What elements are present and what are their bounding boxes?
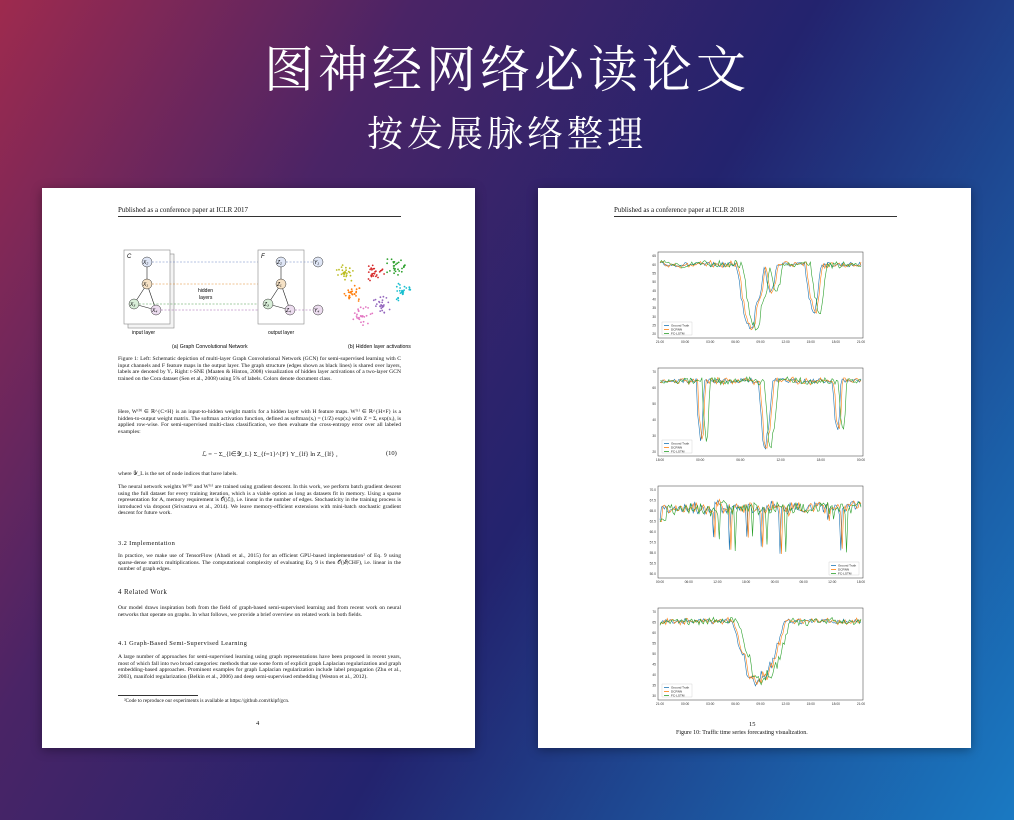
- tsne-point: [358, 310, 360, 312]
- tsne-point: [389, 309, 391, 311]
- tsne-point: [386, 262, 388, 264]
- x-tick-label: 06:00: [799, 580, 808, 584]
- tsne-point: [401, 290, 403, 292]
- tsne-point: [359, 287, 361, 289]
- tsne-point: [356, 314, 358, 316]
- tsne-point: [356, 317, 358, 319]
- hidden-layers-label: hidden: [198, 288, 214, 294]
- x-tick-label: 21:00: [655, 340, 665, 344]
- tsne-point: [377, 277, 379, 279]
- output-layer-label: output layer: [268, 330, 295, 336]
- page-header: Published as a conference paper at ICLR 2017: [118, 206, 249, 214]
- tsne-point: [368, 278, 370, 280]
- y-tick-label: 70.0: [649, 488, 656, 493]
- x-tick-label: 03:00: [706, 340, 715, 344]
- tsne-point: [404, 286, 406, 288]
- tsne-point: [398, 270, 400, 272]
- y-tick-label: 60: [652, 262, 656, 267]
- legend-entry: Ground Truth: [671, 685, 690, 690]
- section-3-2-heading: 3.2 Implementation: [118, 540, 176, 547]
- tsne-point: [354, 293, 356, 295]
- svg-text:Z₂: Z₂: [277, 260, 282, 266]
- tsne-point: [338, 269, 340, 271]
- tsne-point: [382, 268, 384, 270]
- tsne-point: [379, 302, 381, 304]
- tsne-point: [354, 285, 356, 287]
- forecast-chart-2: [652, 368, 865, 462]
- tsne-point: [346, 272, 348, 274]
- tsne-point: [397, 268, 399, 270]
- equation-number: (10): [386, 450, 397, 457]
- tsne-point: [398, 300, 400, 302]
- paragraph-training: The neural network weights W⁽⁰⁾ and W⁽¹⁾ are trained using gradient descent. In this work, we perform batch gradient descent using the full dataset for every training iteration, which is a viable option as long as datasets fit in memory. Using a sparse representation for A, memory requirement is 𝒪(|ℰ|), i.e. linear in the number of edges. Stochasticity in the training process is introduced via dropout (Srivastava et al., 2014). We leave memory-efficient extensions with mini-batch stochastic gradient descent for future work.: [118, 484, 401, 517]
- chart-legend: [829, 562, 859, 576]
- banner-title: 图神经网络必读论文: [264, 41, 750, 99]
- tsne-point: [381, 310, 383, 312]
- tsne-point: [351, 280, 353, 282]
- tsne-point: [341, 266, 343, 268]
- y-tick-label: 45: [652, 662, 656, 667]
- tsne-point: [359, 318, 361, 320]
- tsne-point: [373, 268, 375, 270]
- tsne-point: [398, 283, 400, 285]
- tsne-point: [358, 298, 360, 300]
- tsne-scatter-plot: [336, 258, 411, 326]
- tsne-point: [363, 308, 365, 310]
- tsne-point: [394, 268, 396, 270]
- chart-legend: [662, 684, 692, 698]
- svg-text:X₄: X₄: [152, 308, 158, 314]
- y-tick-label: 70: [652, 610, 656, 615]
- tsne-point: [396, 298, 398, 300]
- legend-entry: DCRNN: [671, 445, 683, 450]
- tsne-point: [342, 269, 344, 271]
- tsne-point: [345, 276, 347, 278]
- banner-subtitle: 按发展脉络整理: [366, 114, 647, 155]
- tsne-point: [337, 274, 339, 276]
- tsne-point: [404, 264, 406, 266]
- gcn-figure: [112, 244, 412, 354]
- tsne-point: [366, 315, 368, 317]
- paper-page-dcrnn: [538, 188, 971, 748]
- y-tick-label: 55: [652, 641, 656, 646]
- y-tick-label: 65: [652, 254, 656, 259]
- x-tick-label: 21:00: [655, 702, 665, 706]
- tsne-point: [396, 262, 398, 264]
- tsne-point: [348, 271, 350, 273]
- paragraph-labels: where 𝒴_L is the set of node indices that have labels.: [118, 471, 238, 477]
- svg-text:X₁: X₁: [143, 282, 148, 288]
- figure-caption: Figure 1: Left: Schematic depiction of multi-layer Graph Convolutional Network (GCN) for semi-supervised learning with C input channels and F feature maps in the output layer. The graph structure (edges shown as black lines) is shared over layers, labels are denoted by Yᵢ. Right: t-SNE (Maaten & Hinton, 2008) visualization of hidden layer activations of a two-layer GCN trained on the Cora dataset (Sen et al., 2008) using 5% of labels. Colors denote document class.: [118, 356, 401, 382]
- footnote: ²Code to reproduce our experiments is available at https://github.com/tkipf/gcn.: [124, 698, 290, 704]
- y-tick-label: 57.5: [649, 540, 656, 545]
- y-tick-label: 25: [652, 323, 656, 328]
- tsne-point: [386, 297, 388, 299]
- tsne-point: [371, 313, 373, 315]
- loss-equation: ℒ = − Σ_{l∈𝒴_L} Σ_{f=1}^{F} Y_{lf} ln Z_{lf} ,: [202, 451, 338, 458]
- legend-entry: DCRNN: [838, 567, 850, 572]
- tsne-point: [400, 259, 402, 261]
- tsne-point: [360, 321, 362, 323]
- y-tick-label: 30: [652, 434, 656, 439]
- tsne-point: [387, 302, 389, 304]
- tsne-point: [401, 271, 403, 273]
- y-tick-label: 50: [652, 402, 656, 407]
- tsne-point: [396, 290, 398, 292]
- tsne-point: [343, 273, 345, 275]
- header-rule: [118, 216, 401, 217]
- tsne-point: [345, 267, 347, 269]
- x-tick-label: 06:00: [731, 702, 740, 706]
- paper-page-gcn: [42, 188, 475, 748]
- x-tick-label: 18:00: [856, 580, 866, 584]
- x-tick-label: 03:00: [706, 702, 715, 706]
- tsne-point: [349, 295, 351, 297]
- svg-text:Z₃: Z₃: [264, 302, 270, 308]
- y-tick-label: 60: [652, 386, 656, 391]
- tsne-point: [397, 274, 399, 276]
- tsne-point: [393, 265, 395, 267]
- svg-text:X₃: X₃: [130, 302, 136, 308]
- tsne-point: [375, 299, 377, 301]
- x-tick-label: 12:00: [781, 340, 790, 344]
- tsne-point: [392, 261, 394, 263]
- tsne-point: [372, 265, 374, 267]
- tsne-point: [395, 271, 397, 273]
- feature-label-f: F: [261, 254, 265, 260]
- tsne-point: [356, 288, 358, 290]
- y-tick-label: 20: [652, 332, 656, 337]
- x-tick-label: 12:00: [713, 580, 722, 584]
- tsne-point: [386, 271, 388, 273]
- y-tick-label: 40: [652, 418, 656, 423]
- tsne-point: [351, 293, 353, 295]
- x-tick-label: 18:00: [742, 580, 751, 584]
- tsne-point: [373, 299, 375, 301]
- channel-label-c: C: [127, 254, 132, 260]
- y-tick-label: 20: [652, 450, 656, 455]
- x-tick-label: 06:00: [731, 340, 740, 344]
- tsne-point: [405, 287, 407, 289]
- tsne-point: [349, 297, 351, 299]
- tsne-point: [383, 273, 385, 275]
- x-tick-label: 00:00: [680, 340, 690, 344]
- tsne-point: [368, 265, 370, 267]
- tsne-point: [408, 286, 410, 288]
- tsne-point: [368, 271, 370, 273]
- tsne-point: [382, 299, 384, 301]
- tsne-point: [383, 296, 385, 298]
- tsne-point: [398, 262, 400, 264]
- tsne-point: [358, 317, 360, 319]
- x-tick-label: 00:00: [770, 580, 779, 584]
- y-tick-label: 55.0: [649, 551, 656, 556]
- tsne-point: [382, 306, 384, 308]
- tsne-point: [363, 316, 365, 318]
- tsne-point: [380, 296, 382, 298]
- tsne-point: [355, 295, 357, 297]
- tsne-point: [371, 276, 373, 278]
- svg-text:Y₁: Y₁: [314, 260, 319, 266]
- subcaption-a: (a) Graph Convolutional Network: [172, 344, 248, 350]
- tsne-point: [376, 303, 378, 305]
- forecast-chart-4: [652, 608, 865, 706]
- y-tick-label: 52.5: [649, 561, 656, 566]
- y-tick-label: 70: [652, 370, 656, 375]
- tsne-point: [336, 269, 338, 271]
- tsne-point: [345, 269, 347, 271]
- tsne-point: [367, 323, 369, 325]
- tsne-point: [393, 272, 395, 274]
- y-tick-label: 50: [652, 652, 656, 657]
- tsne-point: [399, 290, 401, 292]
- y-tick-label: 65.0: [649, 509, 656, 514]
- tsne-point: [356, 315, 358, 317]
- tsne-point: [383, 312, 385, 314]
- tsne-point: [358, 300, 360, 302]
- forecast-chart-1: [652, 252, 865, 344]
- paragraph-implementation: In practice, we make use of TensorFlow (Abadi et al., 2015) for an efficient GPU-based implementation² of Eq. 9 using sparse-dense matrix multiplications. The computational complexity of evaluating Eq. 9 is then 𝒪(|ℰ|CHF), i.e. linear in the number of graph edges.: [118, 553, 401, 573]
- x-tick-label: 15:00: [806, 340, 815, 344]
- tsne-point: [351, 288, 353, 290]
- tsne-point: [343, 275, 345, 277]
- tsne-point: [360, 306, 362, 308]
- x-tick-label: 18:00: [831, 702, 841, 706]
- svg-text:Z₄: Z₄: [286, 308, 292, 314]
- subcaption-b: (b) Hidden layer activations: [348, 344, 411, 350]
- y-tick-label: 65: [652, 620, 656, 625]
- svg-text:Y₄: Y₄: [314, 308, 320, 314]
- tsne-point: [360, 316, 362, 318]
- x-tick-label: 00:00: [696, 458, 705, 462]
- tsne-point: [376, 274, 378, 276]
- tsne-point: [352, 270, 354, 272]
- tsne-point: [349, 267, 351, 269]
- tsne-point: [367, 307, 369, 309]
- tsne-point: [375, 305, 377, 307]
- chart-legend: [662, 322, 692, 336]
- x-tick-label: 21:00: [856, 340, 866, 344]
- figure-caption: Figure 10: Traffic time series forecasting visualization.: [676, 730, 808, 736]
- tsne-point: [347, 289, 349, 291]
- y-tick-label: 60.0: [649, 530, 656, 535]
- page-header: Published as a conference paper at ICLR 2018: [614, 206, 745, 214]
- legend-entry: FC-LSTM: [671, 449, 685, 454]
- forecast-chart-3: [650, 486, 866, 584]
- tsne-point: [370, 313, 372, 315]
- x-tick-label: 12:00: [828, 580, 837, 584]
- y-tick-label: 45: [652, 288, 656, 293]
- tsne-point: [379, 271, 381, 273]
- legend-entry: DCRNN: [671, 327, 683, 332]
- tsne-point: [341, 273, 343, 275]
- tsne-point: [391, 258, 393, 260]
- y-tick-label: 35: [652, 683, 656, 688]
- section-4-1-heading: 4.1 Graph-Based Semi-Supervised Learning: [118, 640, 248, 647]
- paragraph-related-work: Our model draws inspiration both from the field of graph-based semi-supervised learning and from recent work on neural networks that operate on graphs. In what follows, we provide a brief overview on related work in both fields.: [118, 605, 401, 618]
- x-tick-label: 21:00: [856, 702, 866, 706]
- y-tick-label: 30: [652, 314, 656, 319]
- paragraph-weights: Here, W⁽⁰⁾ ∈ ℝ^{C×H} is an input-to-hidden weight matrix for a hidden layer with H feature maps. W⁽¹⁾ ∈ ℝ^{H×F} is a hidden-to-output weight matrix. The softmax activation function, defined as softmax(xᵢ) = (1/Z) exp(xᵢ) with Z = Σᵢ exp(xᵢ), is applied row-wise. For semi-supervised multi-class classification, we then evaluate the cross-entropy error over all labeled examples:: [118, 409, 401, 435]
- x-tick-label: 15:00: [806, 702, 815, 706]
- x-tick-label: 06:00: [736, 458, 745, 462]
- section-4-heading: 4 Related Work: [118, 588, 168, 596]
- tsne-point: [350, 275, 352, 277]
- tsne-point: [369, 280, 371, 282]
- tsne-point: [371, 273, 373, 275]
- tsne-point: [401, 268, 403, 270]
- y-tick-label: 30: [652, 694, 656, 699]
- legend-entry: Ground Truth: [838, 563, 857, 568]
- tsne-point: [355, 292, 357, 294]
- tsne-point: [374, 273, 376, 275]
- y-tick-label: 50.0: [649, 572, 656, 577]
- tsne-point: [345, 295, 347, 297]
- x-tick-label: 00:00: [680, 702, 690, 706]
- svg-text:layers: layers: [199, 295, 213, 301]
- tsne-point: [369, 269, 371, 271]
- input-layer-label: input layer: [132, 330, 156, 336]
- tsne-point: [362, 324, 364, 326]
- y-tick-label: 40: [652, 297, 656, 302]
- x-tick-label: 00:00: [856, 458, 866, 462]
- tsne-point: [381, 302, 383, 304]
- tsne-point: [371, 269, 373, 271]
- y-tick-label: 55: [652, 271, 656, 276]
- chart-legend: [662, 440, 692, 454]
- tsne-point: [352, 318, 354, 320]
- tsne-point: [389, 270, 391, 272]
- x-tick-label: 18:00: [831, 340, 841, 344]
- svg-text:X₂: X₂: [143, 260, 149, 266]
- y-tick-label: 50: [652, 280, 656, 285]
- paragraph-semi-supervised: A large number of approaches for semi-supervised learning using graph representations have been proposed in recent years, most of which fall into two broad categories: methods that use some form of explicit graph Laplacian regularization and graph embedding-based approaches. Prominent examples for graph Laplacian regularization include label propagation (Zhu et al., 2003), manifold regularization (Belkin et al., 2006) and deep semi-supervised embedding (Weston et al., 2012).: [118, 654, 401, 680]
- x-tick-label: 09:00: [756, 340, 765, 344]
- x-tick-label: 06:00: [684, 580, 693, 584]
- y-tick-label: 62.5: [649, 519, 656, 524]
- tsne-point: [365, 306, 367, 308]
- tsne-point: [403, 266, 405, 268]
- legend-entry: Ground Truth: [671, 323, 690, 328]
- traffic-forecast-charts: [538, 188, 971, 748]
- tsne-point: [399, 284, 401, 286]
- y-tick-label: 35: [652, 306, 656, 311]
- x-tick-label: 18:00: [655, 458, 665, 462]
- legend-entry: Ground Truth: [671, 441, 690, 446]
- page-number: 4: [256, 720, 260, 727]
- tsne-point: [342, 264, 344, 266]
- tsne-point: [396, 286, 398, 288]
- svg-text:Z₁: Z₁: [277, 282, 282, 288]
- x-tick-label: 00:00: [655, 580, 665, 584]
- legend-entry: FC-LSTM: [671, 693, 685, 698]
- x-tick-label: 12:00: [781, 702, 790, 706]
- page-number: 15: [749, 721, 756, 728]
- tsne-point: [387, 258, 389, 260]
- tsne-point: [397, 297, 399, 299]
- tsne-point: [379, 310, 381, 312]
- tsne-point: [399, 287, 401, 289]
- tsne-point: [375, 270, 377, 272]
- tsne-point: [354, 312, 356, 314]
- tsne-point: [363, 321, 365, 323]
- legend-entry: DCRNN: [671, 689, 683, 694]
- x-tick-label: 09:00: [756, 702, 765, 706]
- x-tick-label: 18:00: [816, 458, 825, 462]
- x-tick-label: 12:00: [776, 458, 785, 462]
- footnote-rule: [118, 695, 198, 696]
- y-tick-label: 40: [652, 673, 656, 678]
- tsne-point: [344, 293, 346, 295]
- y-tick-label: 60: [652, 631, 656, 636]
- legend-entry: FC-LSTM: [838, 571, 852, 576]
- tsne-point: [408, 289, 410, 291]
- tsne-point: [350, 291, 352, 293]
- tsne-point: [379, 306, 381, 308]
- y-tick-label: 67.5: [649, 498, 656, 503]
- legend-entry: FC-LSTM: [671, 331, 685, 336]
- tsne-point: [344, 279, 346, 281]
